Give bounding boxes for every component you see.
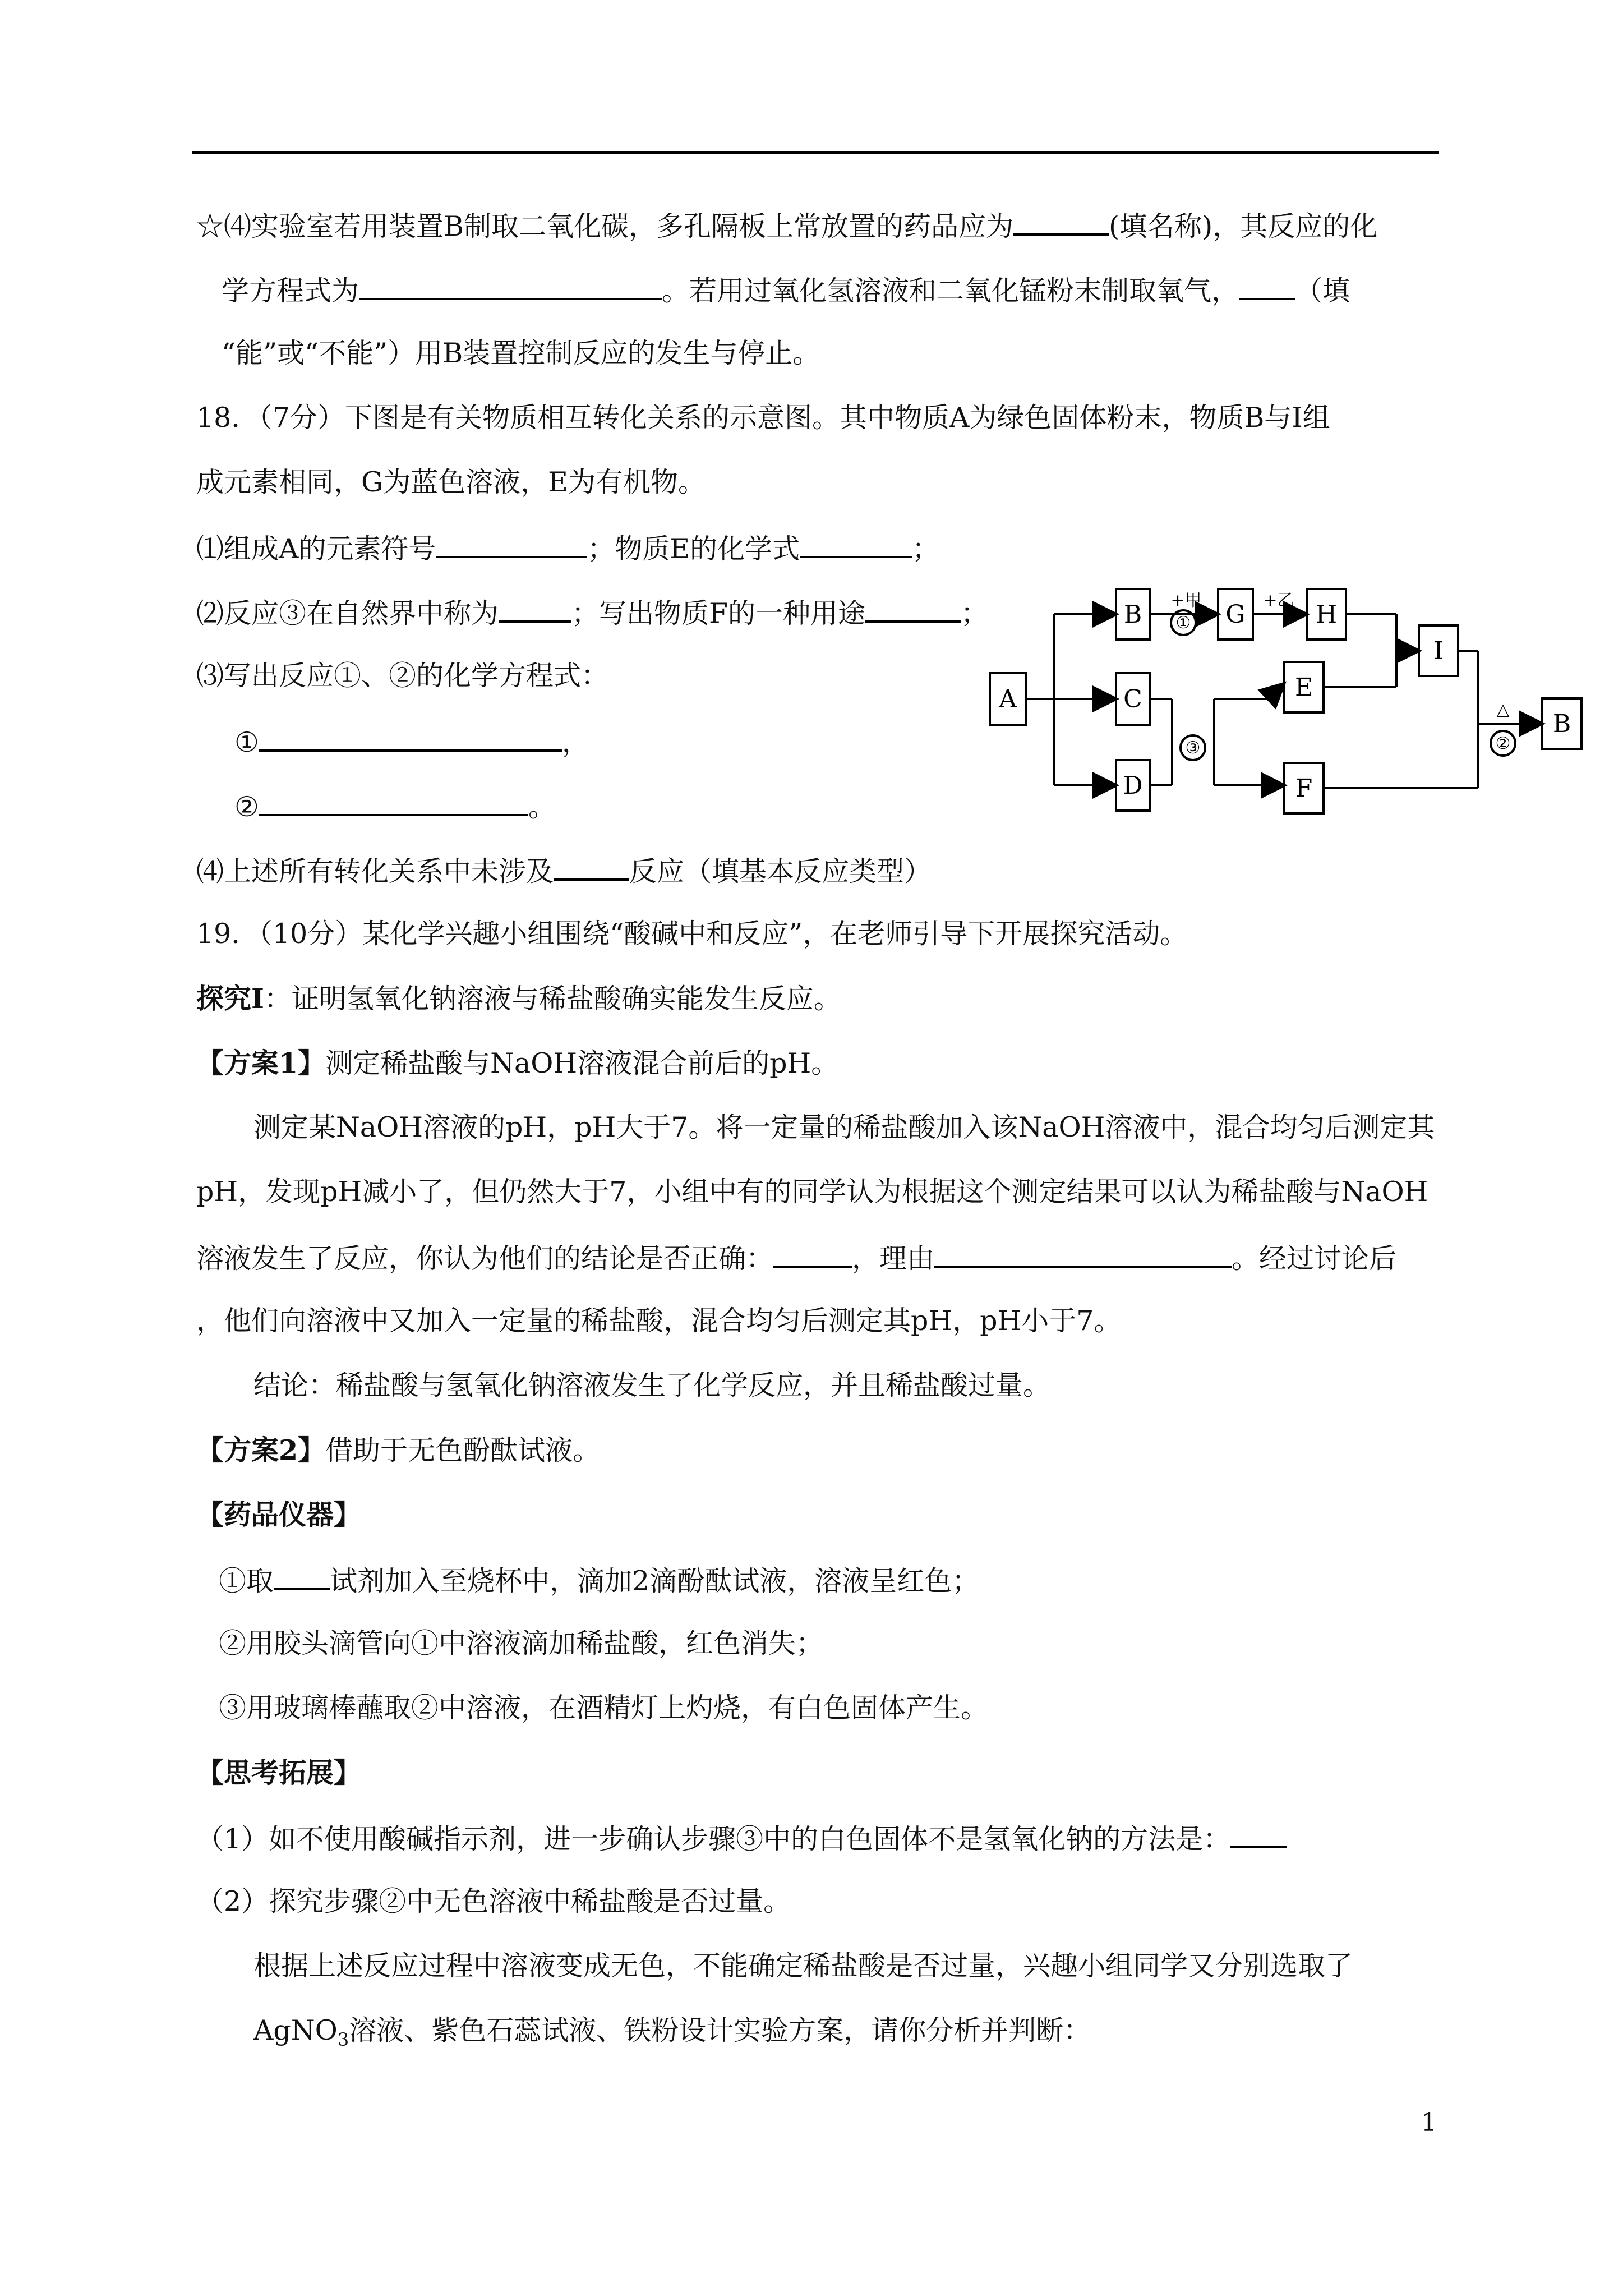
q19-para1-line3	[196, 1240, 1396, 1276]
q19-think1	[196, 1820, 1287, 1856]
node-e-label: E	[1294, 673, 1313, 702]
answer-blank[interactable]	[934, 1240, 1232, 1268]
q19-text: ①取	[219, 1565, 274, 1597]
q19-text: AgNO	[253, 2014, 338, 2046]
q18-stem-line2: 成元素相同，G为蓝色溶液，E为有机物。	[196, 466, 706, 498]
q18-eq1	[234, 724, 589, 760]
q17-text: 。若用过氧化氢溶液和二氧化锰粉末制取氧气，	[662, 275, 1239, 307]
reaction-3-label: ③	[1185, 738, 1201, 758]
node-b2-label: B	[1552, 710, 1571, 738]
q19-text: 借助于无色酚酞试液。	[325, 1434, 601, 1466]
q18-text: ；写出物质F的一种用途	[571, 597, 866, 629]
q18-text: ，	[561, 726, 589, 758]
q18-text: ②	[234, 791, 259, 823]
answer-blank[interactable]	[259, 724, 562, 752]
answer-blank[interactable]	[554, 853, 629, 881]
q18-part2	[196, 595, 988, 631]
q19-para1-line2: pH，发现pH减小了，但仍然大于7，小组中有的同学认为根据这个测定结果可以认为稀盐酸与NaOH	[196, 1176, 1428, 1208]
q18-text: ⑴组成A的元素符号	[196, 533, 436, 565]
q18-text: ；	[961, 597, 989, 629]
answer-blank[interactable]	[865, 595, 961, 623]
node-g-label: G	[1225, 600, 1246, 629]
node-b-label: B	[1123, 600, 1142, 629]
q19-step1	[219, 1562, 979, 1598]
q19-step3: ③用玻璃棒蘸取②中溶液，在酒精灯上灼烧，有白色固体产生。	[219, 1692, 989, 1724]
q18-text: ⑵反应③在自然界中称为	[196, 597, 499, 629]
q18-part4	[196, 853, 932, 889]
q19-think2: （2）探究步骤②中无色溶液中稀盐酸是否过量。	[196, 1885, 791, 1917]
q19-text: 试剂加入至烧杯中，滴加2滴酚酞试液，溶液呈红色；	[330, 1565, 980, 1597]
q18-text: ①	[234, 726, 259, 758]
answer-blank[interactable]	[499, 595, 571, 623]
q18-text: ；	[912, 533, 940, 565]
node-d-label: D	[1123, 771, 1143, 800]
q18-text: 。	[528, 791, 556, 823]
q19-text: ，理由	[852, 1243, 935, 1274]
answer-blank[interactable]	[359, 272, 662, 300]
answer-blank[interactable]	[259, 788, 528, 816]
q19-para1-line4: ，他们向溶液中又加入一定量的稀盐酸，混合均匀后测定其pH，pH小于7。	[196, 1305, 1122, 1337]
q19-text: （1）如不使用酸碱指示剂，进一步确认步骤③中的白色固体不是氢氧化钠的方法是：	[196, 1823, 1231, 1855]
q19-text: 溶液、紫色石蕊试液、铁粉设计实验方案，请你分析并判断：	[349, 2014, 1091, 2046]
subscript: 3	[337, 2028, 349, 2050]
q19-step2: ②用胶头滴管向①中溶液滴加稀盐酸，红色消失；	[219, 1627, 824, 1659]
q17-text: ☆⑷实验室若用装置B制取二氧化碳，多孔隔板上常放置的药品应为	[196, 210, 1014, 242]
q19-text: 溶液发生了反应，你认为他们的结论是否正确：	[196, 1243, 774, 1274]
header-rule	[192, 151, 1439, 154]
q17-part4-line3: “能”或“不能”）用B装置控制反应的发生与停止。	[222, 337, 820, 369]
plan1-label: 【方案1】	[196, 1047, 326, 1079]
page-number: 1	[1421, 2108, 1437, 2137]
node-i-label: I	[1433, 637, 1444, 665]
q18-text: 反应（填基本反应类型）	[629, 855, 932, 887]
explore-label: 探究Ⅰ	[196, 982, 264, 1015]
reaction-1-label: ①	[1175, 613, 1191, 633]
node-c-label: C	[1123, 685, 1142, 714]
q19-text: ：证明氢氧化钠溶液与稀盐酸确实能发生反应。	[264, 983, 841, 1015]
answer-blank[interactable]	[800, 530, 912, 558]
q19-para2-line2	[253, 2014, 1091, 2056]
q17-part4-line2	[222, 272, 1350, 308]
q19-plan2	[196, 1433, 600, 1467]
plus-jia-label: +甲	[1170, 591, 1202, 610]
plan2-label: 【方案2】	[196, 1434, 326, 1466]
node-h-label: H	[1315, 600, 1338, 629]
answer-blank[interactable]	[436, 530, 587, 558]
answer-blank[interactable]	[1230, 1820, 1287, 1848]
q19-para2-line1: 根据上述反应过程中溶液变成无色，不能确定稀盐酸是否过量，兴趣小组同学又分别选取了	[253, 1950, 1353, 1982]
q18-text: ⑷上述所有转化关系中未涉及	[196, 855, 554, 887]
q18-part3: ⑶写出反应①、②的化学方程式：	[196, 660, 609, 692]
answer-blank[interactable]	[1013, 208, 1109, 236]
q19-explore	[196, 982, 841, 1016]
reaction-2-label: ②	[1495, 734, 1511, 753]
q19-drugs-label: 【药品仪器】	[196, 1498, 362, 1531]
answer-blank[interactable]	[773, 1240, 852, 1268]
q17-text: (填名称)，其反应的化	[1109, 210, 1378, 242]
answer-blank[interactable]	[274, 1562, 330, 1590]
reaction-diagram	[981, 572, 1587, 830]
q17-text: 学方程式为	[222, 275, 359, 307]
q19-text: 。经过讨论后	[1232, 1243, 1397, 1274]
answer-blank[interactable]	[1239, 272, 1295, 300]
plus-yi-label: +乙	[1263, 591, 1294, 610]
q18-stem-line1: 18．（7分）下图是有关物质相互转化关系的示意图。其中物质A为绿色固体粉末，物质B与I组	[196, 402, 1330, 434]
q19-think-label: 【思考拓展】	[196, 1756, 362, 1789]
q19-text: 测定稀盐酸与NaOH溶液混合前后的pH。	[325, 1047, 839, 1079]
q18-eq2	[234, 788, 556, 824]
q19-conclusion: 结论：稀盐酸与氢氧化钠溶液发生了化学反应，并且稀盐酸过量。	[253, 1369, 1051, 1401]
q17-text: （填	[1295, 275, 1350, 307]
q18-part1	[196, 530, 939, 566]
node-a-label: A	[999, 685, 1017, 714]
heat-label: △	[1496, 700, 1510, 720]
node-f-label: F	[1295, 774, 1313, 803]
q19-para1-line1: 测定某NaOH溶液的pH，pH大于7。将一定量的稀盐酸加入该NaOH溶液中，混合均匀后测定其	[253, 1111, 1435, 1143]
q19-plan1	[196, 1046, 838, 1080]
q19-stem: 19．（10分）某化学兴趣小组围绕“酸碱中和反应”，在老师引导下开展探究活动。	[196, 918, 1188, 950]
q18-text: ；物质E的化学式	[587, 533, 800, 565]
q17-part4-line1	[196, 208, 1377, 243]
